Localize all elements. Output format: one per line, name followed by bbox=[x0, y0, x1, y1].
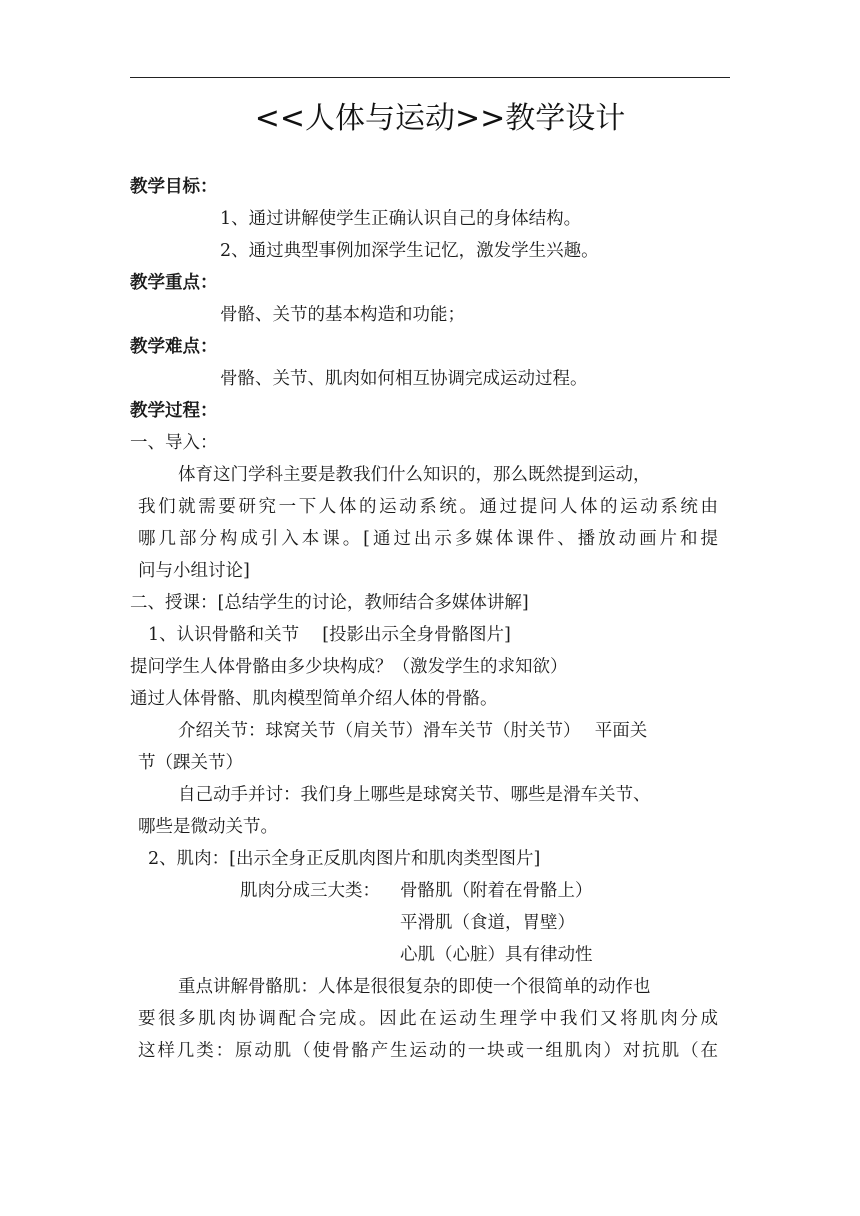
intro-paragraph-line: 问与小组讨论] bbox=[138, 561, 250, 581]
muscle-type-item: 心肌（心脏）具有律动性 bbox=[400, 945, 593, 965]
intro-paragraph-line: 我们就需要研究一下人体的运动系统。通过提问人体的运动系统由 bbox=[138, 497, 718, 517]
section-bones-joints: 1、认识骨骼和关节 [投影出示全身骨骼图片] bbox=[148, 625, 511, 645]
hands-on-paragraph-line: 自己动手并讨：我们身上哪些是球窝关节、哪些是滑车关节、 bbox=[178, 785, 651, 805]
question-text: 提问学生人体骨骼由多少块构成？（激发学生的求知欲） bbox=[130, 657, 568, 677]
emphasis-paragraph-line: 重点讲解骨骼肌：人体是很很复杂的即使一个很简单的动作也 bbox=[178, 977, 651, 997]
model-intro-text: 通过人体骨骼、肌肉模型简单介绍人体的骨骼。 bbox=[130, 689, 498, 709]
muscle-type-item: 骨骼肌（附着在骨骼上） bbox=[400, 881, 593, 901]
header-rule bbox=[130, 77, 730, 78]
emphasis-paragraph-line: 要很多肌肉协调配合完成。因此在运动生理学中我们又将肌肉分成 bbox=[138, 1009, 718, 1029]
key-points-text: 骨骼、关节的基本构造和功能； bbox=[220, 305, 465, 325]
emphasis-paragraph-line: 这样几类：原动肌（使骨骼产生运动的一块或一组肌肉）对抗肌（在 bbox=[138, 1041, 718, 1061]
intro-heading: 一、导入： bbox=[130, 433, 218, 453]
muscle-type-item: 平滑肌（食道，胃壁） bbox=[400, 913, 575, 933]
joints-paragraph-line: 介绍关节：球窝关节（肩关节）滑车关节（肘关节） 平面关 bbox=[178, 721, 648, 741]
intro-paragraph-line: 哪几部分构成引入本课。[通过出示多媒体课件、播放动画片和提 bbox=[138, 529, 718, 549]
intro-paragraph-line: 体育这门学科主要是教我们什么知识的，那么既然提到运动， bbox=[178, 465, 651, 485]
hands-on-paragraph-line: 哪些是微动关节。 bbox=[138, 817, 278, 837]
process-heading: 教学过程： bbox=[130, 401, 218, 421]
document-title: <<人体与运动>>教学设计 bbox=[254, 101, 626, 136]
difficulties-text: 骨骼、关节、肌肉如何相互协调完成运动过程。 bbox=[220, 369, 588, 389]
difficulties-heading: 教学难点： bbox=[130, 337, 218, 357]
objectives-heading: 教学目标： bbox=[130, 177, 218, 197]
muscle-lead: 肌肉分成三大类： bbox=[240, 881, 380, 901]
objective-item: 1、通过讲解使学生正确认识自己的身体结构。 bbox=[220, 209, 582, 229]
section-muscles: 2、肌肉：[出示全身正反肌肉图片和肌肉类型图片] bbox=[148, 849, 541, 869]
objective-item: 2、通过典型事例加深学生记忆，激发学生兴趣。 bbox=[220, 241, 599, 261]
key-points-heading: 教学重点： bbox=[130, 273, 218, 293]
teaching-heading: 二、授课：[总结学生的讨论，教师结合多媒体讲解] bbox=[130, 593, 529, 613]
joints-paragraph-line: 节（踝关节） bbox=[138, 753, 243, 773]
